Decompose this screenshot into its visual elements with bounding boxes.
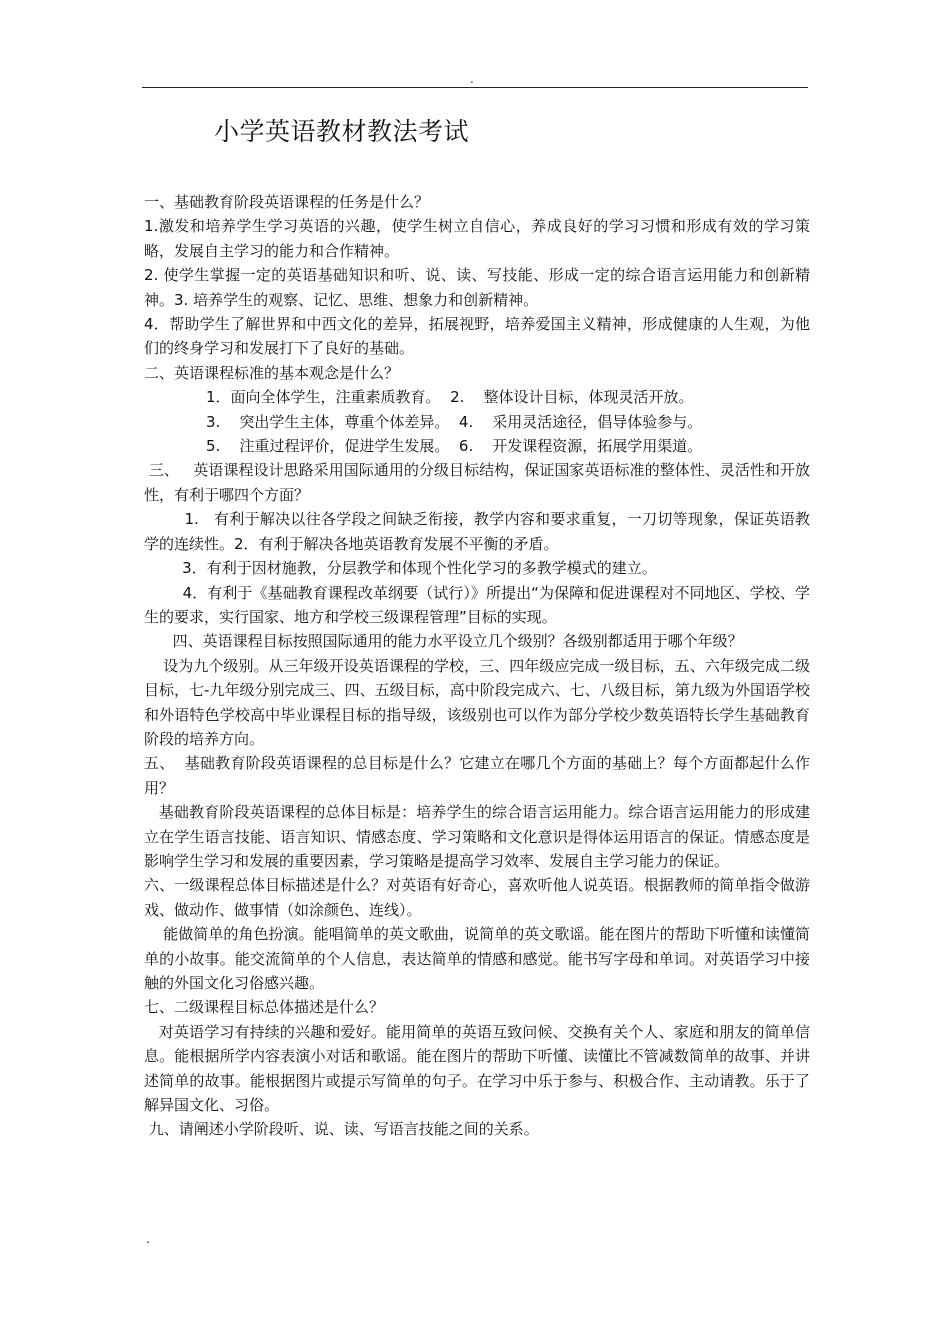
paragraph: 1．面向全体学生，注重素质教育。 2. 整体设计目标，体现灵活开放。: [144, 388, 694, 407]
document-title: 小学英语教材教法考试: [214, 117, 470, 146]
header-mark: .: [470, 72, 474, 86]
document-body: [144, 190, 810, 1142]
paragraph: 五、 基础教育阶段英语课程的总目标是什么？它建立在哪几个方面的基础上？每个方面都起什么作用？: [144, 754, 810, 797]
paragraph: 设为九个级别。从三年级开设英语课程的学校，三、四年级应完成一级目标，五、六年级完成二级目标，七-九年级分别完成三、四、五级目标，高中阶段完成六、七、八级目标，第九级为外国语学校和外语特色学校高中毕业课程目标的指导级，该级别也可以作为部分学校少数英语特长学生基础教育阶段的培养方向。: [144, 656, 810, 748]
paragraph: 4．帮助学生了解世界和中西文化的差异，拓展视野，培养爱国主义精神，形成健康的人生观，为他们的终身学习和发展打下了良好的基础。: [144, 315, 810, 358]
paragraph: 六、一级课程总体目标描述是什么？对英语有好奇心，喜欢听他人说英语。根据教师的简单指令做游戏、做动作、做事情（如涂颜色、连线）。: [144, 876, 810, 919]
paragraph: 能做简单的角色扮演。能唱简单的英文歌曲，说简单的英文歌谣。能在图片的帮助下听懂和读懂简单的小故事。能交流简单的个人信息，表达简单的情感和感觉。能书写字母和单词。对英语学习中接触的外国文化习俗感兴趣。: [144, 925, 810, 992]
paragraph: 2. 使学生掌握一定的英语基础知识和听、说、读、写技能、形成一定的综合语言运用能力和创新精神。3. 培养学生的观察、记忆、思维、想象力和创新精神。: [144, 266, 810, 309]
paragraph: 4．有利于《基础教育课程改革纲要（试行）》所提出“为保障和促进课程对不同地区、学校、学生的要求，实行国家、地方和学校三级课程管理”目标的实现。: [144, 583, 810, 626]
paragraph: 一、基础教育阶段英语课程的任务是什么？: [144, 193, 430, 211]
paragraph: 1. 有利于解决以往各学段之间缺乏衔接，教学内容和要求重复，一刀切等现象，保证英语教学的连续性。2．有利于解决各地英语教育发展不平衡的矛盾。: [144, 510, 810, 553]
paragraph: 3．有利于因材施教，分层教学和体现个性化学习的多教学模式的建立。: [144, 559, 657, 578]
paragraph: 1.激发和培养学生学习英语的兴趣，使学生树立自信心，养成良好的学习习惯和形成有效的学习策略，发展自主学习的能力和合作精神。: [144, 217, 810, 260]
paragraph: 5. 注重过程评价，促进学生发展。 6. 开发课程资源，拓展学用渠道。: [144, 437, 703, 456]
footer-mark: .: [146, 1232, 150, 1246]
paragraph: 三、 英语课程设计思路采用国际通用的分级目标结构，保证国家英语标准的整体性、灵活性和开放性，有利于哪四个方面？: [144, 461, 810, 504]
paragraph: 四、英语课程目标按照国际通用的能力水平设立几个级别？各级别都适用于哪个年级？: [144, 632, 743, 651]
paragraph: 3. 突出学生主体，尊重个体差异。 4. 采用灵活途径，倡导体验参与。: [144, 412, 703, 431]
paragraph: 二、英语课程标准的基本观念是什么？: [144, 363, 400, 382]
paragraph: 九、请阐述小学阶段听、说、读、写语言技能之间的关系。: [144, 1120, 539, 1139]
paragraph: 对英语学习有持续的兴趣和爱好。能用简单的英语互致问候、交换有关个人、家庭和朋友的简单信息。能根据所学内容表演小对话和歌谣。能在图片的帮助下听懂、读懂比不管减数简单的故事、并讲述简单的故事。能根据图片或提示写简单的句子。在学习中乐于参与、积极合作、主动请教。乐于了解异国文化、习俗。: [144, 1022, 810, 1115]
paragraph: 七、二级课程目标总体描述是什么？: [144, 998, 385, 1017]
header-rule: [142, 87, 808, 88]
paragraph: 基础教育阶段英语课程的总体目标是：培养学生的综合语言运用能力。综合语言运用能力的形成建立在学生语言技能、语言知识、情感态度、学习策略和文化意识是得体运用语言的保证。情感态度是影响学生学习和发展的重要因素，学习策略是提高学习效率、发展自主学习能力的保证。: [144, 803, 810, 870]
